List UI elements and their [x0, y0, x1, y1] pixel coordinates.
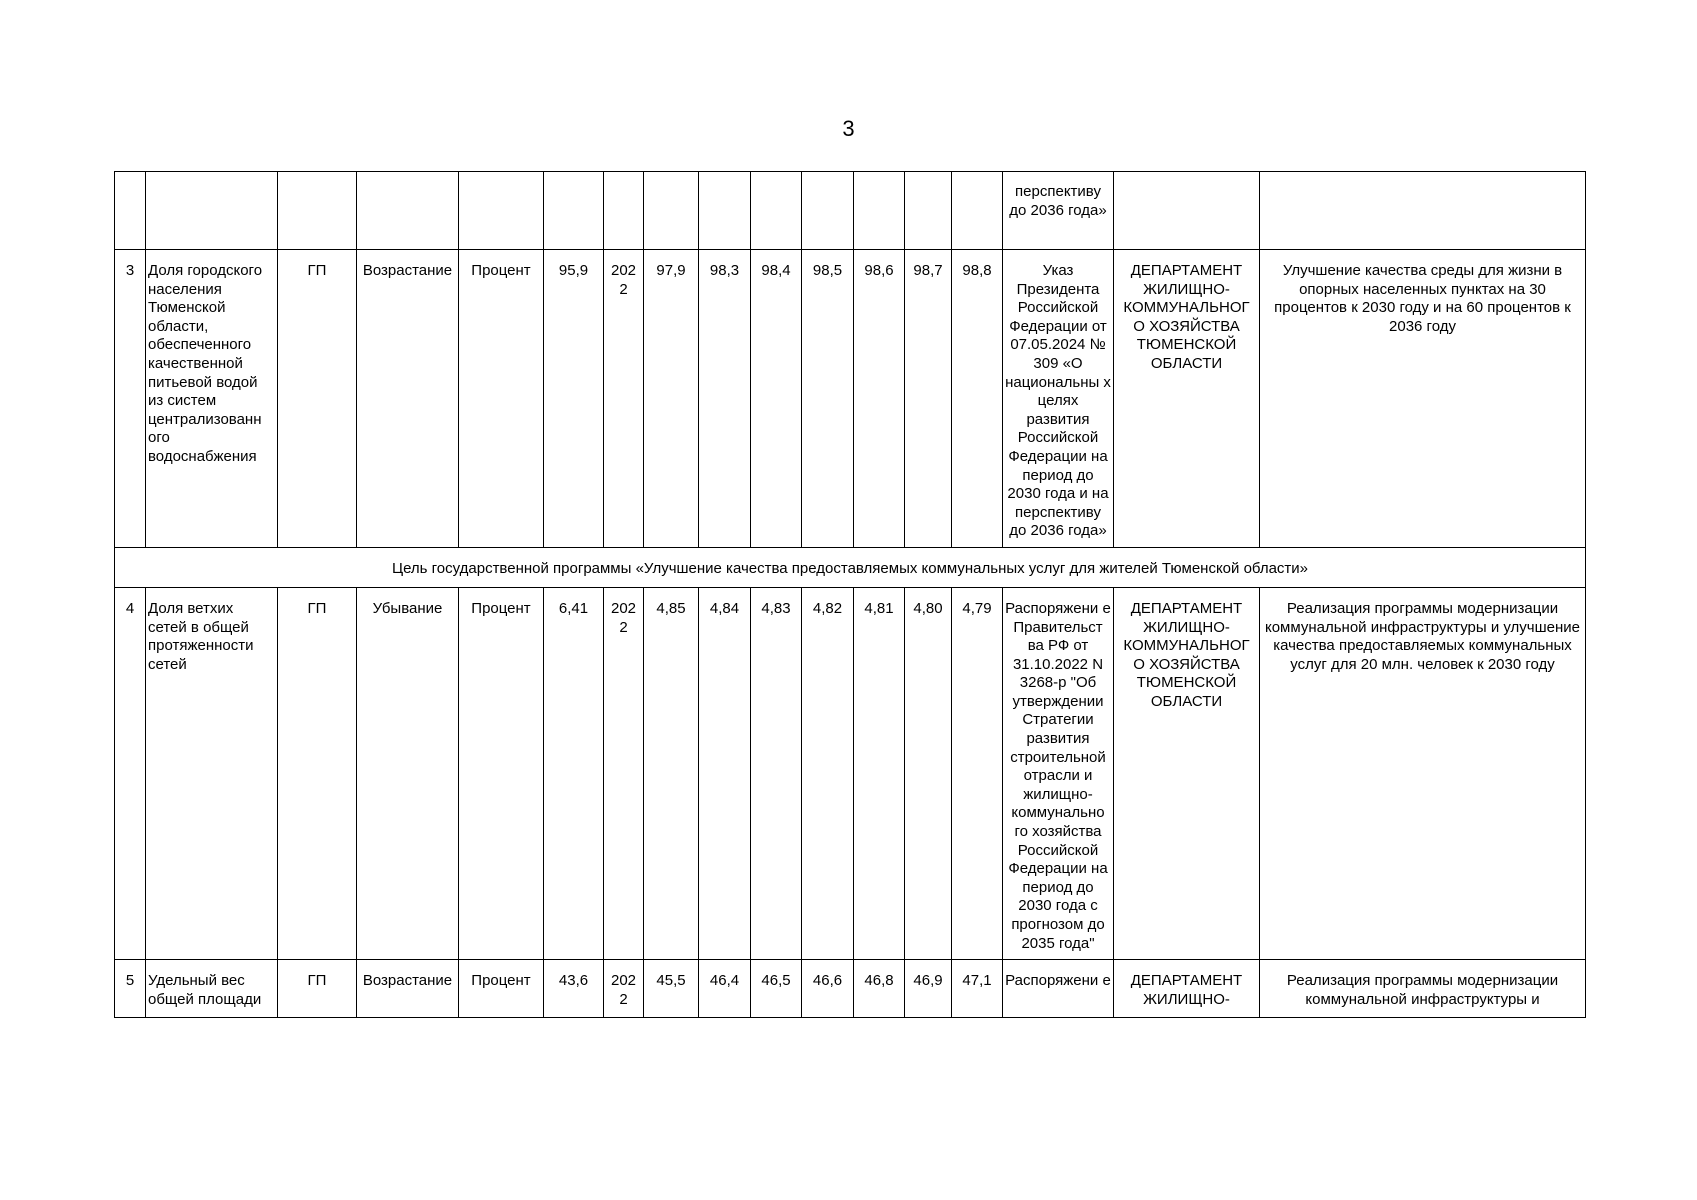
trend-cell: Убывание: [357, 587, 459, 959]
national-goal-link-cell: Реализация программы модернизации коммунальной инфраструктуры и улучшение качества предоставляемых коммунальных услуг для 20 млн. человек к 2030 году: [1260, 587, 1586, 959]
table-row: [115, 587, 1586, 959]
base-value-cell: 6,41: [544, 587, 604, 959]
level-cell: ГП: [278, 587, 357, 959]
value-cell: 4,82: [802, 587, 854, 959]
basis-cell: перспективу до 2036 года»: [1003, 172, 1114, 250]
national-goal-link-cell: Реализация программы модернизации коммунальной инфраструктуры и: [1260, 960, 1586, 1018]
table-row: [115, 250, 1586, 548]
row-number: 4: [115, 587, 146, 959]
row-number: 3: [115, 250, 146, 548]
value-cell: 46,8: [854, 960, 905, 1018]
value-cell: 98,3: [699, 250, 751, 548]
basis-cell: Указ Президента Российской Федерации от 07.05.2024 № 309 «О национальны х целях развития Российской Федерации на период до 2030 года и на перспективу до 2036 года»: [1003, 250, 1114, 548]
level-cell: ГП: [278, 960, 357, 1018]
value-cell: 47,1: [952, 960, 1003, 1018]
value-cell: 46,5: [751, 960, 802, 1018]
indicator-name: Удельный вес общей площади: [146, 960, 278, 1018]
value-cell: 98,7: [905, 250, 952, 548]
value-cell: 4,79: [952, 587, 1003, 959]
responsible-cell: ДЕПАРТАМЕНТ ЖИЛИЩНО-КОММУНАЛЬНОГ О ХОЗЯЙСТВА ТЮМЕНСКОЙ ОБЛАСТИ: [1114, 250, 1260, 548]
basis-cell: Распоряжени е: [1003, 960, 1114, 1018]
responsible-cell: ДЕПАРТАМЕНТ ЖИЛИЩНО-КОММУНАЛЬНОГ О ХОЗЯЙСТВА ТЮМЕНСКОЙ ОБЛАСТИ: [1114, 587, 1260, 959]
unit-cell: Процент: [459, 960, 544, 1018]
value-cell: 98,5: [802, 250, 854, 548]
value-cell: 45,5: [644, 960, 699, 1018]
unit-cell: Процент: [459, 587, 544, 959]
row-number: 5: [115, 960, 146, 1018]
base-year-cell: 202 2: [604, 960, 644, 1018]
indicator-name: Доля городского населения Тюменской области, обеспеченного качественной питьевой водой из систем централизованн ого водоснабжения: [146, 250, 278, 548]
value-cell: 4,80: [905, 587, 952, 959]
page-number: 3: [842, 116, 855, 141]
value-cell: 4,85: [644, 587, 699, 959]
trend-cell: Возрастание: [357, 250, 459, 548]
value-cell: 4,83: [751, 587, 802, 959]
level-cell: ГП: [278, 250, 357, 548]
value-cell: 98,6: [854, 250, 905, 548]
program-goal-text: Цель государственной программы «Улучшение качества предоставляемых коммунальных услуг для жителей Тюменской области»: [115, 547, 1586, 587]
value-cell: 4,81: [854, 587, 905, 959]
value-cell: 46,4: [699, 960, 751, 1018]
trend-cell: Возрастание: [357, 960, 459, 1018]
value-cell: 4,84: [699, 587, 751, 959]
value-cell: 46,9: [905, 960, 952, 1018]
base-year-cell: 202 2: [604, 250, 644, 548]
value-cell: 97,9: [644, 250, 699, 548]
national-goal-link-cell: Улучшение качества среды для жизни в опорных населенных пунктах на 30 процентов к 2030 году и на 60 процентов к 2036 году: [1260, 250, 1586, 548]
responsible-cell: ДЕПАРТАМЕНТ ЖИЛИЩНО-: [1114, 960, 1260, 1018]
base-value-cell: 95,9: [544, 250, 604, 548]
indicators-table: [114, 171, 1586, 1018]
unit-cell: Процент: [459, 250, 544, 548]
goal-row: [115, 547, 1586, 587]
table-row: [115, 172, 1586, 250]
value-cell: 46,6: [802, 960, 854, 1018]
basis-cell: Распоряжени е Правительст ва РФ от 31.10.2022 N 3268-р "Об утверждении Стратегии развития строительной отрасли и жилищно-коммунально го хозяйства Российской Федерации на период до 2030 года с прогнозом до 2035 года": [1003, 587, 1114, 959]
value-cell: 98,8: [952, 250, 1003, 548]
base-year-cell: 202 2: [604, 587, 644, 959]
table-row: [115, 960, 1586, 1018]
value-cell: 98,4: [751, 250, 802, 548]
base-value-cell: 43,6: [544, 960, 604, 1018]
indicator-name: Доля ветхих сетей в общей протяженности сетей: [146, 587, 278, 959]
